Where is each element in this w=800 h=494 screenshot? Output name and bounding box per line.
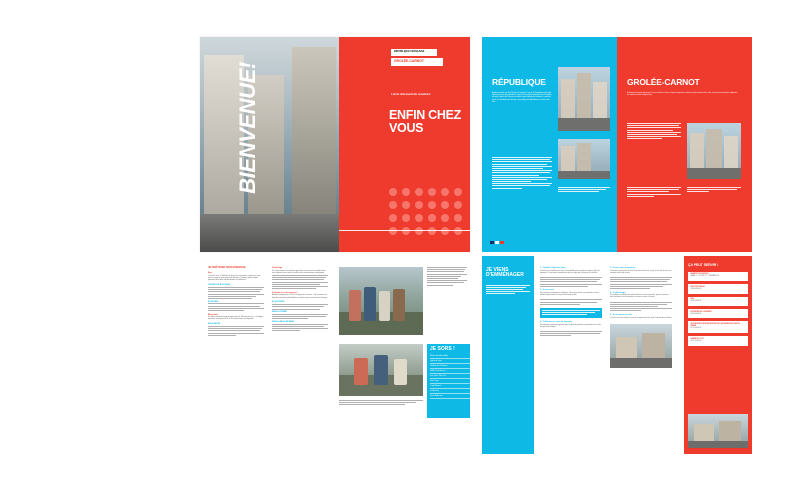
- contact-value: SAMU 15 · POLICE 17 · POMPIERS 18: [690, 276, 719, 278]
- energie-body-gestes: Adopter la température au 19 ou 20 degrés de la maison, c'est l'assurance de faire des économies substantielles en confort et pour les économies d'énergie.: [272, 295, 328, 299]
- contact-value: 09 69 39 69 99: [690, 301, 702, 303]
- emmenager-item-6-body: Les clés vous sont remises le jour de la signature du bail, après l'état des lieux d'entrée.: [610, 317, 672, 319]
- emmenager-column-a: [540, 267, 602, 338]
- emmenager-item-6-label: Je récupère ma clés: [612, 313, 633, 316]
- emmenager-item-1-body: L'état des lieux établi lors de votre arrivée détaille pièce par pièce l'aspect et l'état du logement. Ce document contradictoire doit être signé par le locataire et le bailleur.: [540, 270, 600, 274]
- energie-heading-eau: Eau: [208, 272, 212, 275]
- energie-lines-7: [272, 324, 328, 332]
- list-item[interactable]: Parc de la Tête d'Or: [430, 374, 470, 379]
- ca-peut-servir-panel: [684, 256, 752, 454]
- republique-francaise-logo: RÉPUBLIQUE FRANÇAISE: [391, 49, 437, 56]
- cover-spread: [200, 37, 470, 252]
- cover-title: ENFIN CHEZ VOUS: [389, 108, 462, 135]
- emmenager-item-4-title: 4. J'effectue un suivi de garantie: [540, 320, 573, 323]
- republique-filler-text: [492, 157, 552, 190]
- list-item[interactable]: Théâtre des Célestins: [430, 364, 470, 369]
- ca-peut-servir-title: ÇA PEUT SERVIR !: [688, 263, 719, 267]
- cover-rule: [339, 230, 470, 231]
- energie-column-2: [272, 267, 328, 332]
- contact-label: ENTRETIEN DU LOGEMENT: [690, 311, 712, 313]
- contact-value: 04 00 00 00 00: [690, 313, 702, 315]
- republique-body: Appelée autrefois rue de la Ré par les Lyonnais, la rue de la République est réputée comme l'une des plus agréables à vivre en France. Artère principale de la Presqu'île, elle relie la place des Terreaux au sud de la place Bellecour et traverse le cœur des 1er et 2e arrondissements de Lyon; vous plongeant indéniablement au cœur de la ville.: [492, 93, 552, 103]
- emmenager-item-5-title: 5. Je déménage: [610, 291, 626, 294]
- energie-lines-5: [272, 304, 328, 309]
- energie-column-1: [208, 267, 264, 337]
- emmenager-item-6-title: 6. Je récupère ma clés: [610, 313, 633, 316]
- french-flag-icon: [490, 241, 504, 244]
- energie-photo-caption: [339, 400, 423, 407]
- emmenager-item-3-num: 3: [610, 267, 612, 269]
- emmenager-item-4-label: J'effectue un suivi de garantie: [542, 320, 573, 323]
- emmenager-item-3-title: 3. J'ouvre mes compteurs: [610, 267, 636, 269]
- grolee-body: Entièrement rénovées depuis peu, les rues Grolée et Carnot, réputées jusqu'alors comme les plus luxueuses de la ville, sont en passe de devenir également les endroits les plus trendy de Lyon.: [627, 93, 738, 97]
- emmenager-item-2-label: Je m'assure: [542, 289, 555, 292]
- energie-body-eau: La France, avec 12 milliards de litres d'eau consommés chaque jour, reste parmi les pays les plus gourmands d'Europe. Quelques gestes simples permettent de réduire significativement ses dépenses.: [208, 276, 261, 282]
- ca-peut-servir-photo: [688, 414, 748, 448]
- dot-pattern: [389, 188, 467, 240]
- energie-lines-6: [272, 314, 328, 319]
- list-item[interactable]: Confluence: [430, 389, 470, 394]
- je-sors-box: [427, 344, 470, 418]
- cover-subtitle: Livret d'accueil du locataire: [391, 92, 431, 96]
- emmenager-item-1-num: 1: [540, 267, 542, 269]
- emmenager-item-5-body: Pour adapter vos démarches administratives et votre connexion, pensez à prévenir votre assureur et vos fournisseurs au moins un mois à l'avance.: [610, 295, 669, 299]
- energie-right-col-lines: [427, 267, 467, 287]
- emmenager-item-3-body: Contactez le fournisseur de votre choix pour l'électricité, le gaz et l'eau afin d'ouvrir vos compteurs dès votre arrivée.: [610, 270, 672, 274]
- grolee-photo: [687, 123, 741, 179]
- emmenager-item-5-num: 5: [610, 291, 612, 294]
- contact-value: 04 72 00 00 00: [690, 328, 702, 330]
- list-item[interactable]: Place Bellecour: [430, 394, 470, 399]
- energie-subhead-gestes-3: DANS LA SALLE DE BAINS: [272, 320, 294, 323]
- energie-subhead-eau-1: CONSEILS DE BON USAGE: [208, 284, 231, 287]
- emmenager-item-5-label: Je déménage: [612, 291, 626, 294]
- emmenager-column-b: [610, 267, 672, 364]
- emmenager-item-2-num: 2: [540, 289, 542, 292]
- emmenager-photo: [610, 324, 672, 368]
- republique-photo-2: [558, 139, 610, 179]
- emmenager-lines-4: [540, 331, 602, 336]
- emmenager-item-1-title: 1. J'établis l'état des lieux: [540, 267, 566, 269]
- energie-subhead-gestes-1: AU QUOTIDIEN: [272, 301, 285, 304]
- emmenager-lines-5: [610, 302, 672, 312]
- grolee-title: GROLÉE-CARNOT: [627, 77, 700, 87]
- energie-lines-1: [208, 287, 264, 299]
- contact-label: EAU: [690, 299, 694, 301]
- emmenager-item-4-num: 4: [540, 320, 542, 323]
- contact-label: NUMÉROS D'URGENCE: [690, 274, 709, 276]
- list-item[interactable]: Opéra de Lyon: [430, 359, 470, 364]
- energie-main-title: JE MAÎTRISE MON ÉNERGIE: [208, 266, 246, 269]
- emmenager-title-panel: [482, 256, 534, 454]
- contact-entry: [688, 272, 748, 281]
- list-item[interactable]: Halles Paul Bocuse: [430, 369, 470, 374]
- contact-value: 04 72 10 30 30: [690, 340, 702, 342]
- contact-label: MAIRIE DE LYON: [690, 338, 704, 340]
- contact-entry: [688, 309, 748, 318]
- emmenager-main-title: JE VIENS D'EMMÉNAGER: [486, 267, 524, 279]
- logo-block: [391, 49, 463, 66]
- grolee-carnot-page: [617, 37, 752, 252]
- contact-value: 0 800 00 00 00: [690, 288, 702, 290]
- energie-subhead-gestes-2: DANS LA CUISINE: [272, 311, 287, 314]
- emmenager-lines-1: [540, 277, 602, 287]
- emmenager-item-4-body: Votre dossier comprend l'appel de loyer, le dépôt de garantie correspondant à un mois de loyer hors charges.: [540, 324, 601, 328]
- je-sors-title: JE SORS !: [430, 346, 455, 352]
- energie-spread: [200, 256, 470, 454]
- cover-photo: [200, 37, 339, 252]
- energie-body-chauffage: Il n'est pas toujours nous devons apprendre comment un bon équilibre dans votre logement entre confort et maîtrise des consommations énergétiques.: [272, 270, 326, 274]
- grolee-filler-left: [627, 123, 681, 141]
- je-sors-list: [430, 355, 470, 399]
- contact-entry: [688, 321, 748, 333]
- emmenager-item-2-body: Une assurance habitation est obligatoire. Vous devez fournir une attestation à votre bailleur chaque année à la date anniversaire du bail.: [540, 292, 599, 297]
- contact-entry: [688, 284, 748, 293]
- emmenager-item-1-label: J'établis l'état des lieux: [542, 267, 566, 269]
- contact-entry: [688, 336, 748, 345]
- ca-peut-servir-entries: [684, 268, 752, 346]
- emmenager-item-6-num: 6: [610, 313, 612, 316]
- grolee-carnot-logo: GROLÉE-CARNOT: [391, 58, 443, 66]
- energie-subhead-eau-2: ÉCONOMIES: [208, 300, 219, 303]
- emmenager-item-3-label: J'ouvre mes compteurs: [612, 267, 636, 269]
- contact-label: ÉLECTRICITÉ/GAZ: [690, 286, 705, 288]
- emmenager-lines-2: [540, 299, 602, 304]
- republique-photo-1: [558, 67, 610, 131]
- energie-lines-4: [272, 275, 328, 289]
- energie-photo-bottom: [339, 344, 423, 396]
- list-item[interactable]: Croix-Rousse: [430, 384, 470, 389]
- energie-subhead-elec-1: BON À SAVOIR: [208, 323, 221, 326]
- grolee-caption-lines: [687, 187, 741, 194]
- republique-page: [482, 37, 617, 252]
- cover-red-panel: [339, 37, 470, 252]
- republique-title: RÉPUBLIQUE: [492, 77, 546, 87]
- emmenager-lines-3: [610, 277, 672, 289]
- republique-grolee-spread: [482, 37, 752, 252]
- energie-lines-3: [208, 326, 264, 336]
- emmenager-intro: [482, 279, 534, 295]
- list-item[interactable]: Vieux Lyon: [430, 379, 470, 384]
- list-item[interactable]: Musée des Beaux-Arts: [430, 355, 470, 360]
- energie-heading-electricite: Électricité: [208, 313, 218, 316]
- emmenager-callout-box: [540, 308, 602, 319]
- energie-heading-gestes: J'adopte les bons gestes !: [272, 291, 298, 294]
- energie-photo-top: [339, 267, 423, 335]
- bienvenue-title: BIENVENUE!: [235, 62, 260, 194]
- emmenager-item-2-title: 2. Je m'assure: [540, 289, 555, 292]
- energie-body-electricite: Un robinet qui goutte laisse échapper près de 100 litres par jour. Le chauffage représente en moyenne 62% de la consommation d'un logement.: [208, 317, 263, 321]
- grolee-filler-left-2: [627, 187, 681, 198]
- republique-caption-lines: [558, 187, 610, 194]
- energie-heading-chauffage: Chauffage: [272, 267, 283, 269]
- contact-entry: [688, 297, 748, 306]
- contact-label: AUTORISATION D'INTERVENTION DE L'ASCENSEUR EN CAS DE PANNE: [690, 323, 740, 328]
- emmenager-spread: [482, 256, 752, 454]
